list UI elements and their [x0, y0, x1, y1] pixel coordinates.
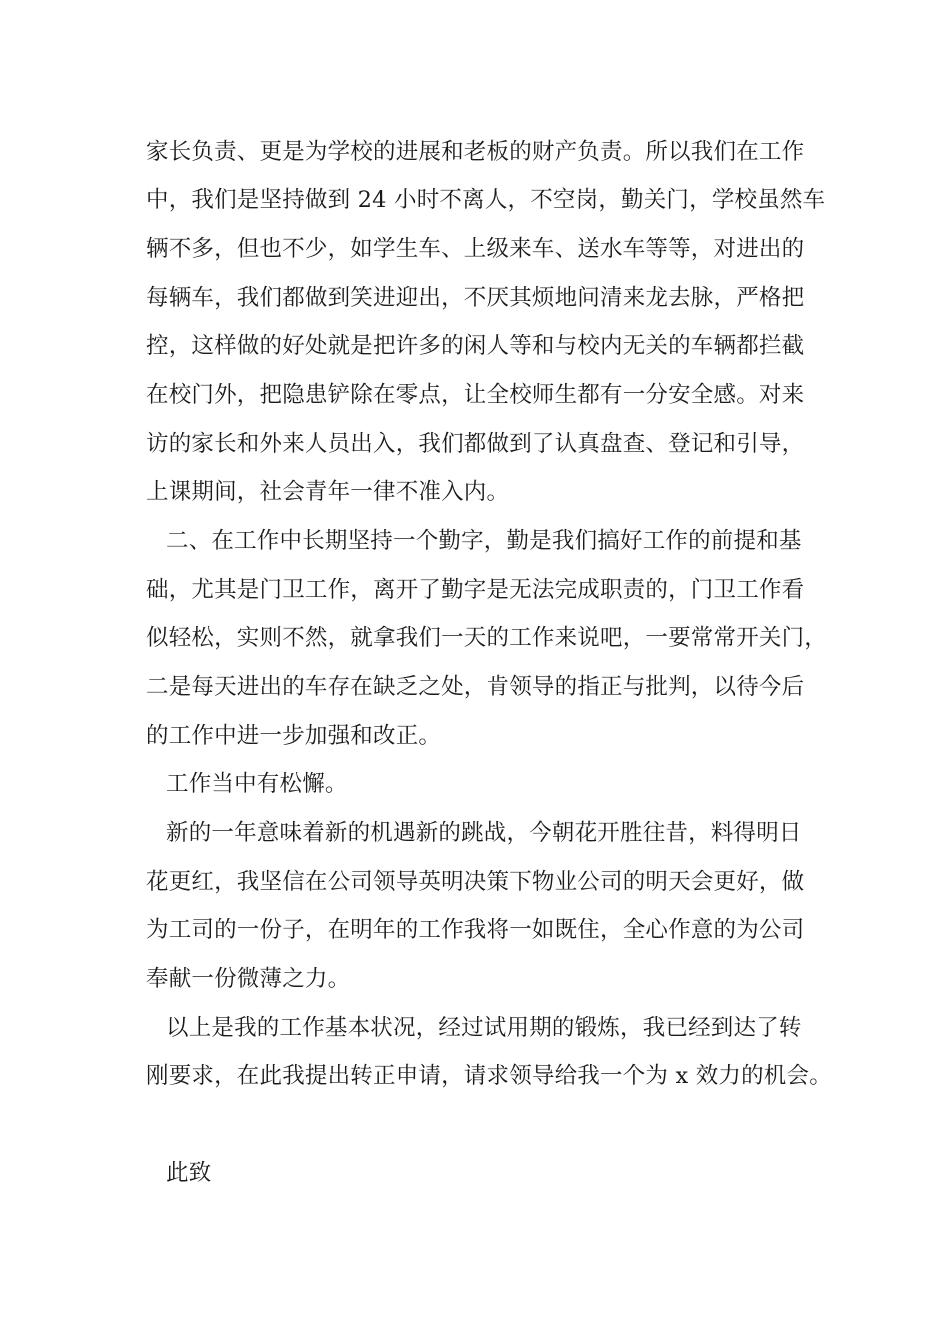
body-line: 中，我们是坚持做到 24 小时不离人，不空岗，勤关门，学校虽然车 [146, 187, 826, 213]
body-line: 家长负责、更是为学校的进展和老板的财产负责。所以我们在工作 [146, 139, 805, 165]
body-line: 辆不多，但也不少，如学生车、上级来车、送水车等等，对进出的 [146, 236, 805, 262]
paragraph-start-line: 二、在工作中长期坚持一个勤字，勤是我们搞好工作的前提和基 [166, 528, 802, 554]
closing-salutation: 此致 [166, 1160, 212, 1186]
body-line: 二是每天进出的车存在缺乏之处，肯领导的指正与批判，以待今后 [146, 674, 805, 700]
body-line: 奉献一份微薄之力。 [146, 966, 351, 992]
body-line: 为工司的一份子，在明年的工作我将一如既住，全心作意的为公司 [146, 917, 805, 943]
body-line: 的工作中进一步加强和改正。 [146, 723, 442, 749]
body-line: 刚要求，在此我提出转正申请，请求领导给我一个为 x 效力的机会。 [146, 1063, 832, 1089]
body-line: 似轻松，实则不然，就拿我们一天的工作来说吧，一要常常开关门， [146, 625, 828, 651]
paragraph-start-line: 以上是我的工作基本状况，经过试用期的锻炼，我已经到达了转 [166, 1015, 802, 1041]
body-line: 花更红，我坚信在公司领导英明决策下物业公司的明天会更好，做 [146, 869, 805, 895]
paragraph-start-line: 工作当中有松懈。 [166, 771, 348, 797]
body-line: 访的家长和外来人员出入，我们都做到了认真盘查、登记和引导， [146, 431, 805, 457]
body-line: 控，这样做的好处就是把许多的闲人等和与校内无关的车辆都拦截 [146, 333, 805, 359]
body-line: 每辆车，我们都做到笑进迎出，不厌其烦地问清来龙去脉，严格把 [146, 285, 805, 311]
body-line: 在校门外，把隐患铲除在零点，让全校师生都有一分安全感。对来 [146, 382, 805, 408]
body-line: 上课期间，社会青年一律不准入内。 [146, 479, 510, 505]
body-line: 础，尤其是门卫工作，离开了勤字是无法完成职责的，门卫工作看 [146, 577, 805, 603]
paragraph-start-line: 新的一年意味着新的机遇新的跳战，今朝花开胜往昔，料得明日 [166, 820, 802, 846]
